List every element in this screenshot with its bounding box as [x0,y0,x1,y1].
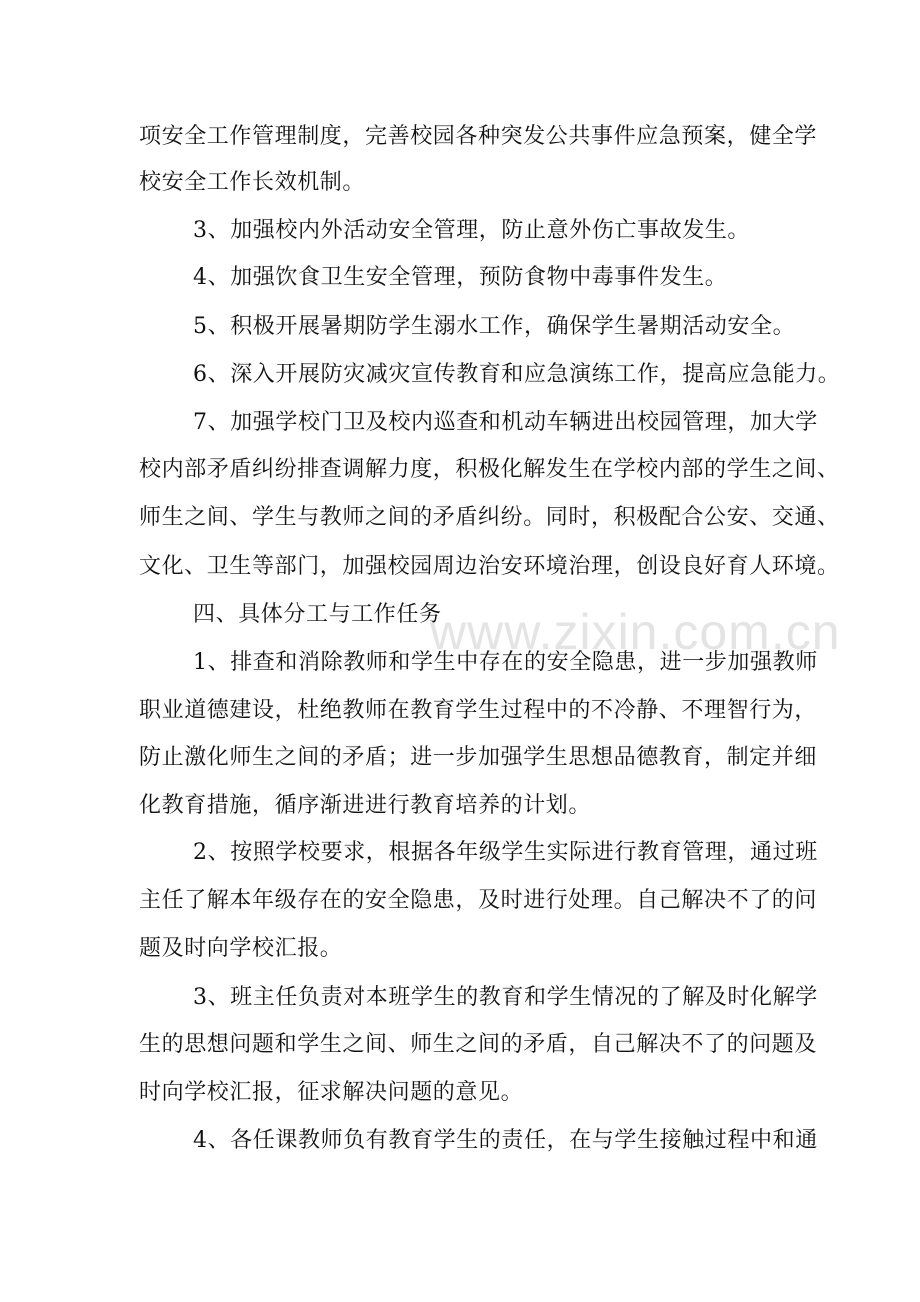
text-line: 生的思想问题和学生之间、师生之间的矛盾，自己解决不了的问题及 [139,1032,818,1057]
watermark: www.zixin.com.cn [430,604,841,660]
text-line: 防止激化师生之间的矛盾；进一步加强学生思想品德教育，制定并细 [139,745,818,770]
text-line: 5、积极开展暑期防学生溺水工作，确保学生暑期活动安全。 [193,314,796,339]
text-line: 6、深入开展防灾减灾宣传教育和应急演练工作，提高应急能力。 [193,362,841,387]
text-line: 3、班主任负责对本班学生的教育和学生情况的了解及时化解学 [193,985,818,1010]
text-line: 校内部矛盾纠纷排查调解力度，积极化解发生在学校内部的学生之间、 [139,457,840,482]
text-line: 1、排查和消除教师和学生中存在的安全隐患，进一步加强教师 [193,650,818,675]
text-line: 7、加强学校门卫及校内巡查和机动车辆进出校园管理，加大学 [193,410,818,435]
text-line: 4、加强饮食卫生安全管理，预防食物中毒事件发生。 [193,265,728,290]
text-line: 时向学校汇报，征求解决问题的意见。 [139,1080,524,1105]
text-line: 题及时向学校汇报。 [139,936,343,961]
text-line: 3、加强校内外活动安全管理，防止意外伤亡事故发生。 [193,218,750,243]
text-line: 4、各任课教师负有教育学生的责任，在与学生接触过程中和通 [193,1128,818,1153]
text-line: 2、按照学校要求，根据各年级学生实际进行教育管理，通过班 [193,840,818,865]
text-line: 校安全工作长效机制。 [139,170,366,195]
text-line: 文化、卫生等部门，加强校园周边治安环境治理，创设良好育人环境。 [139,554,840,579]
text-line: 项安全工作管理制度，完善校园各种突发公共事件应急预案，健全学 [139,124,818,149]
text-line: 师生之间、学生与教师之间的矛盾纠纷。同时，积极配合公安、交通、 [139,505,840,530]
section-heading: 四、具体分工与工作任务 [193,602,442,627]
text-line: 化教育措施，循序渐进进行教育培养的计划。 [139,793,592,818]
text-line: 职业道德建设，杜绝教师在教育学生过程中的不冷静、不理智行为， [139,698,818,723]
text-line: 主任了解本年级存在的安全隐患，及时进行处理。自己解决不了的问 [139,888,818,913]
